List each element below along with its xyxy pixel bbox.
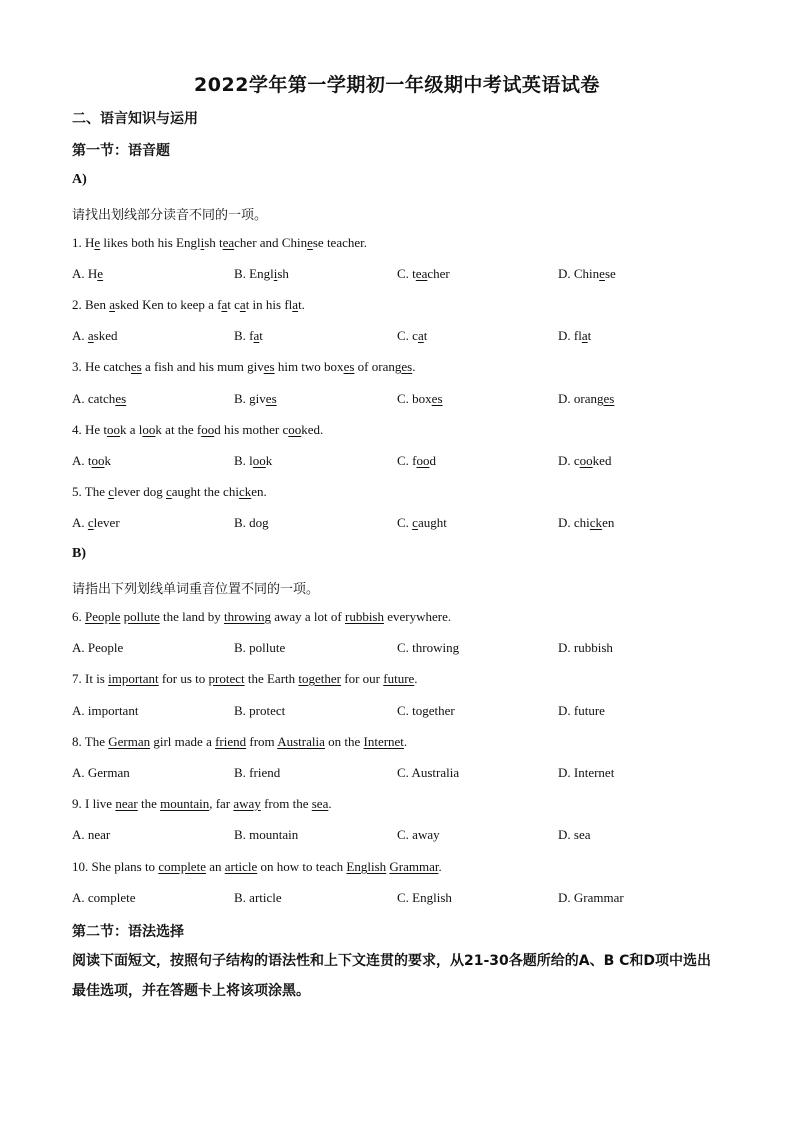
q10-option-d[interactable]: D. Grammar <box>558 890 624 905</box>
q7-option-b[interactable]: B. protect <box>234 703 286 718</box>
q6-option-b[interactable]: B. pollute <box>234 640 286 655</box>
section-heading-part2: 二、语言知识与运用 <box>72 111 198 127</box>
question-2: 2. Ben asked Ken to keep a fat cat in his flat. <box>72 297 305 312</box>
q6-option-c[interactable]: C. throwing <box>397 640 460 655</box>
question-4: 4. He took a look at the food his mother cooked. <box>72 422 324 437</box>
question-10: 10. She plans to complete an article on how to teach English Grammar. <box>72 859 442 874</box>
q3-option-a[interactable]: A. catches <box>72 391 127 406</box>
q5-option-b[interactable]: B. dog <box>234 515 269 530</box>
question-7: 7. It is important for us to protect the Earth together for our future. <box>72 671 418 686</box>
q2-option-d[interactable]: D. flat <box>558 328 592 343</box>
q7-option-c[interactable]: C. together <box>397 703 455 718</box>
q8-option-d[interactable]: D. Internet <box>558 765 615 780</box>
q8-option-c[interactable]: C. Australia <box>397 765 460 780</box>
question-8: 8. The German girl made a friend from Australia on the Internet. <box>72 734 408 749</box>
q3-option-d[interactable]: D. oranges <box>558 391 615 406</box>
q1-option-b[interactable]: B. English <box>234 266 289 281</box>
q9-option-c[interactable]: C. away <box>397 827 440 842</box>
question-3: 3. He catches a fish and his mum gives him two boxes of oranges. <box>72 359 416 374</box>
q9-option-b[interactable]: B. mountain <box>234 827 299 842</box>
instruction-a: 请找出划线部分读音不同的一项。 <box>72 208 268 223</box>
q3-option-b[interactable]: B. gives <box>234 391 277 406</box>
q7-option-a[interactable]: A. important <box>72 703 139 718</box>
q4-option-d[interactable]: D. cooked <box>558 453 612 468</box>
question-9: 9. I live near the mountain, far away from the sea. <box>72 796 332 811</box>
question-1: 1. He likes both his English teacher and Chinese teacher. <box>72 235 367 250</box>
q5-option-c[interactable]: C. caught <box>397 515 447 530</box>
q8-option-a[interactable]: A. German <box>72 765 130 780</box>
q1-option-d[interactable]: D. Chinese <box>558 266 616 281</box>
q4-option-c[interactable]: C. food <box>397 453 436 468</box>
question-6: 6. People pollute the land by throwing away a lot of rubbish everywhere. <box>72 609 452 624</box>
q1-option-a[interactable]: A. He <box>72 266 104 281</box>
q2-option-a[interactable]: A. asked <box>72 328 118 343</box>
q7-option-d[interactable]: D. future <box>558 703 605 718</box>
q6-option-d[interactable]: D. rubbish <box>558 640 613 655</box>
q2-option-c[interactable]: C. cat <box>397 328 428 343</box>
q10-option-c[interactable]: C. English <box>397 890 452 905</box>
q5-option-a[interactable]: A. clever <box>72 515 120 530</box>
page-title: 2022学年第一学期初一年级期中考试英语试卷 <box>194 74 600 96</box>
question-5: 5. The clever dog caught the chicken. <box>72 484 267 499</box>
q9-option-d[interactable]: D. sea <box>558 827 591 842</box>
part-label-a: A) <box>72 172 87 187</box>
q6-option-a[interactable]: A. People <box>72 640 124 655</box>
q3-option-c[interactable]: C. boxes <box>397 391 443 406</box>
q9-option-a[interactable]: A. near <box>72 827 111 842</box>
q2-option-b[interactable]: B. fat <box>234 328 263 343</box>
q4-option-b[interactable]: B. look <box>234 453 273 468</box>
part-label-b: B) <box>72 546 86 561</box>
section-heading-grammar: 第二节：语法选择 <box>72 924 184 940</box>
section-heading-phonetics: 第一节：语音题 <box>72 143 170 159</box>
q1-option-c[interactable]: C. teacher <box>397 266 450 281</box>
q10-option-a[interactable]: A. complete <box>72 890 136 905</box>
instruction-grammar: 阅读下面短文，按照句子结构的语法性和上下文连贯的要求，从21-30各题所给的A、B C和D项中选出最佳选项，并在答题卡上将该项涂黑。 <box>72 953 712 999</box>
instruction-b: 请指出下列划线单词重音位置不同的一项。 <box>72 582 320 597</box>
q10-option-b[interactable]: B. article <box>234 890 282 905</box>
q8-option-b[interactable]: B. friend <box>234 765 281 780</box>
q5-option-d[interactable]: D. chicken <box>558 515 615 530</box>
q4-option-a[interactable]: A. took <box>72 453 111 468</box>
